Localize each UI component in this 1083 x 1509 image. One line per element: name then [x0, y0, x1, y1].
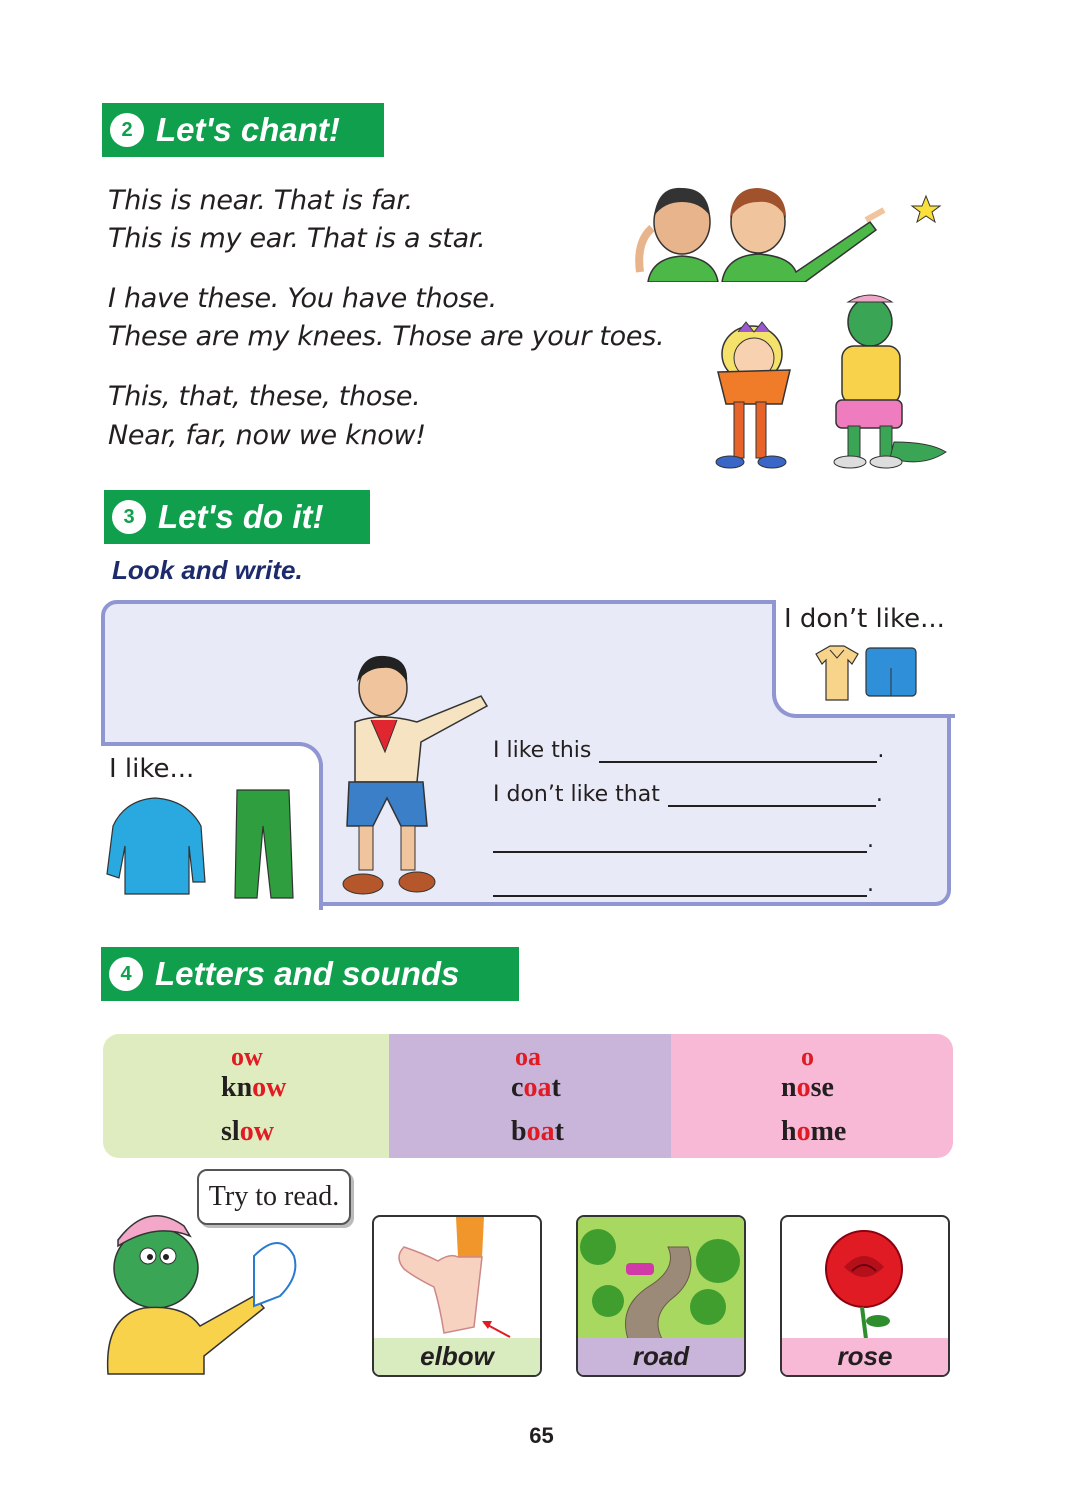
boys-pointing-illustration [630, 182, 950, 282]
period: . [877, 738, 885, 763]
section-title: Let's do it! [158, 498, 324, 535]
card-label: rose [782, 1338, 948, 1375]
write-line-2 [493, 782, 883, 807]
elbow-icon [374, 1217, 540, 1339]
card-road [576, 1215, 746, 1377]
section-number: 2 [110, 113, 144, 147]
chant-line: This is near. That is far. [108, 185, 413, 216]
phonics-column-ow [103, 1034, 389, 1158]
chant-line: I have these. You have those. [108, 283, 497, 314]
phonics-head: ow [231, 1042, 263, 1071]
dont-like-label: I don’t like... [784, 604, 945, 634]
instruction: Look and write. [112, 555, 303, 585]
card-rose [780, 1215, 950, 1377]
phonics-head: oa [515, 1042, 541, 1071]
road-icon [578, 1217, 744, 1339]
answer-blank[interactable] [668, 785, 876, 807]
section-header-letters [101, 947, 519, 1001]
section-number: 4 [109, 957, 143, 991]
phonics-word: slow [221, 1116, 274, 1147]
card-label: elbow [374, 1338, 540, 1375]
section-header-chant [102, 103, 384, 157]
speech-bubble: Try to read. [197, 1169, 351, 1225]
phonics-word: nose [781, 1072, 834, 1103]
period: . [867, 828, 874, 853]
sentence-prompt: I like this [493, 738, 592, 763]
answer-blank[interactable] [493, 831, 867, 853]
section-header-do-it [104, 490, 370, 544]
rose-icon [782, 1217, 948, 1339]
sweater-trousers-icon [105, 786, 315, 902]
phonics-head: o [801, 1042, 814, 1071]
girl-dinosaur-illustration [690, 292, 950, 474]
look-and-write-box [101, 600, 951, 906]
section-title: Let's chant! [156, 111, 340, 148]
like-box [101, 742, 323, 910]
section-title: Letters and sounds [155, 955, 460, 992]
write-line-1 [493, 738, 884, 763]
like-label: I like... [109, 754, 195, 784]
chant-line: These are my knees. Those are your toes. [108, 321, 665, 352]
section-number: 3 [112, 500, 146, 534]
phonics-column-oa [389, 1034, 671, 1158]
page-number: 65 [529, 1423, 554, 1448]
answer-blank[interactable] [493, 875, 867, 897]
phonics-word: boat [511, 1116, 564, 1147]
phonics-word: coat [511, 1072, 561, 1103]
phonics-word: home [781, 1116, 847, 1147]
card-label: road [578, 1338, 744, 1375]
chant-line: Near, far, now we know! [108, 420, 426, 451]
phonics-column-o [671, 1034, 953, 1158]
answer-blank[interactable] [599, 741, 877, 763]
period: . [875, 782, 883, 807]
dont-like-box [772, 600, 955, 718]
period: . [867, 872, 874, 897]
boy-pointing-illustration [341, 652, 501, 906]
card-elbow [372, 1215, 542, 1377]
shirt-shorts-icon [810, 644, 920, 704]
write-line-4 [493, 872, 874, 897]
chant-line: This, that, these, those. [108, 381, 421, 412]
phonics-table [103, 1034, 953, 1158]
write-line-3 [493, 828, 874, 853]
chant-line: This is my ear. That is a star. [108, 223, 486, 254]
sentence-prompt: I don’t like that [493, 782, 660, 807]
phonics-word: know [221, 1072, 287, 1103]
